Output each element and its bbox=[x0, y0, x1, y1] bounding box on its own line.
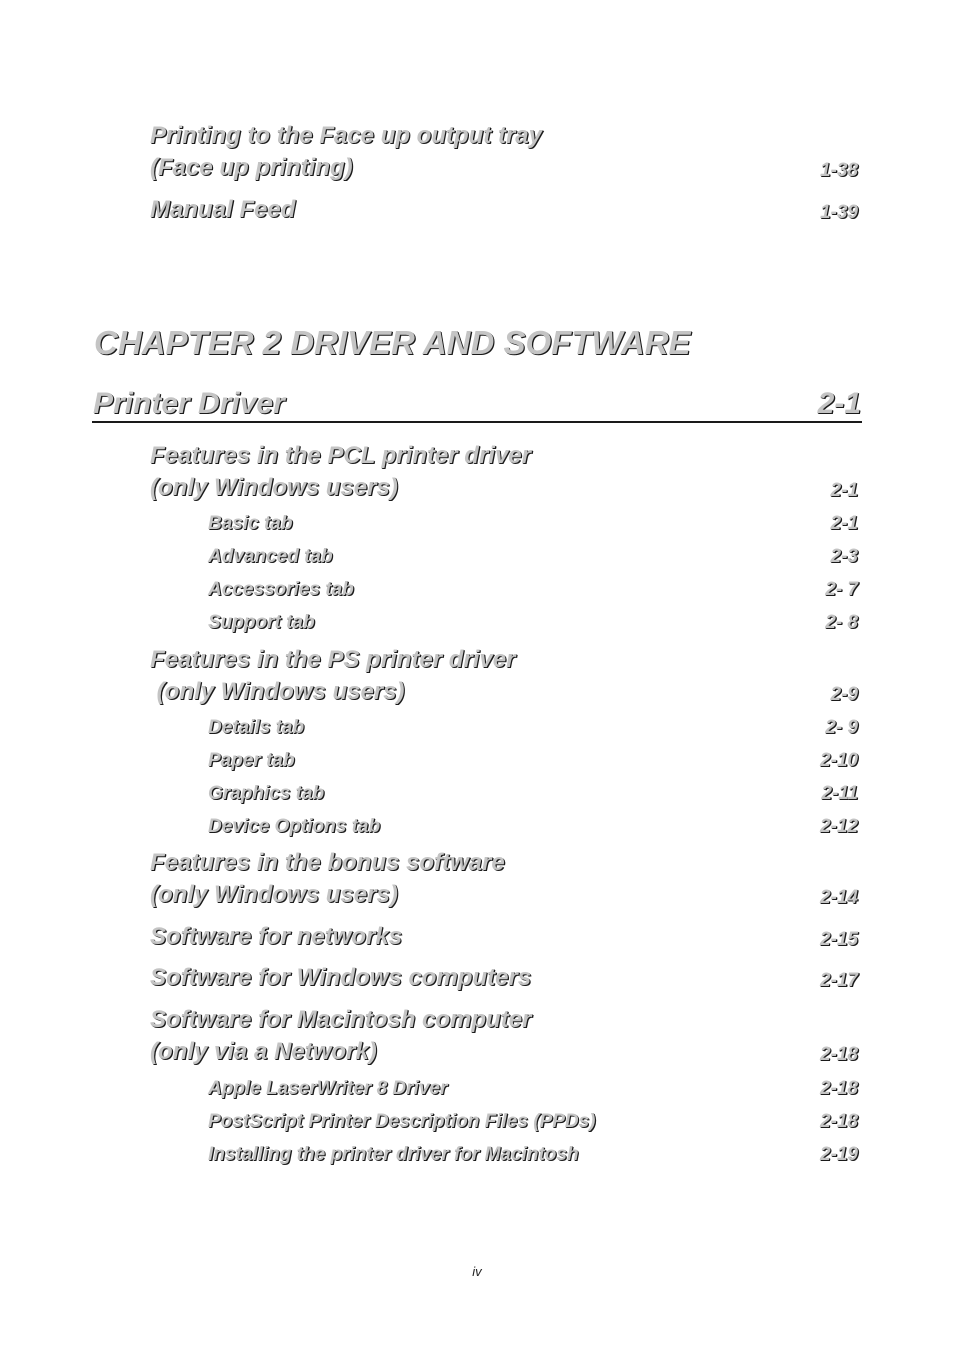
toc-subentry: Graphics tab bbox=[208, 783, 325, 804]
toc-page-number: 2-18 bbox=[819, 1044, 858, 1065]
toc-page-number: 2-14 bbox=[819, 887, 858, 908]
toc-entry: Software for networks bbox=[150, 923, 403, 950]
toc-page-number: 2-11 bbox=[821, 783, 858, 804]
toc-page-number: 2-12 bbox=[819, 816, 858, 837]
toc-page-number: 2-18 bbox=[819, 1078, 858, 1099]
toc-subentry: PostScript Printer Description Files (PPDs) bbox=[208, 1111, 596, 1132]
toc-page-number: 2-1 bbox=[830, 513, 858, 534]
section-underline bbox=[92, 421, 862, 423]
toc-entry-line1: Features in the bonus software bbox=[150, 849, 505, 876]
toc-entry-face-up-line1: Printing to the Face up output tray bbox=[150, 122, 542, 149]
toc-page-number: 2-10 bbox=[819, 750, 858, 771]
toc-page-number: 2-15 bbox=[819, 929, 858, 950]
toc-subentry: Advanced tab bbox=[208, 546, 333, 567]
toc-entry-line2: (only via a Network) bbox=[150, 1038, 377, 1065]
toc-subentry: Accessories tab bbox=[208, 579, 354, 600]
toc-page-number: 2-3 bbox=[830, 546, 858, 567]
toc-subentry: Apple LaserWriter 8 Driver bbox=[208, 1078, 448, 1099]
toc-page-number: 2-19 bbox=[819, 1144, 858, 1165]
section-title: Printer Driver bbox=[93, 387, 285, 420]
section-page-number: 2-1 bbox=[817, 387, 861, 420]
toc-entry-manual-feed: Manual Feed bbox=[150, 196, 296, 223]
toc-subentry: Paper tab bbox=[208, 750, 295, 771]
toc-page-number: 1-38 bbox=[819, 160, 858, 181]
toc-page-number: 2-9 bbox=[830, 684, 858, 705]
toc-page-number: 2-18 bbox=[819, 1111, 858, 1132]
toc-page-number: 2- 7 bbox=[825, 579, 858, 600]
toc-subentry: Support tab bbox=[208, 612, 315, 633]
toc-subentry: Details tab bbox=[208, 717, 305, 738]
toc-entry-line2: (only Windows users) bbox=[150, 881, 398, 908]
toc-page-number: 2- 9 bbox=[825, 717, 858, 738]
toc-entry-face-up-line2: (Face up printing) bbox=[150, 154, 353, 181]
toc-page-number: 2-1 bbox=[830, 480, 858, 501]
toc-subentry: Device Options tab bbox=[208, 816, 381, 837]
toc-entry-line2: (only Windows users) bbox=[150, 678, 405, 705]
toc-entry-line2: (only Windows users) bbox=[150, 474, 398, 501]
toc-entry-line1: Features in the PS printer driver bbox=[150, 646, 516, 673]
page-folio: iv bbox=[472, 1264, 482, 1279]
toc-page-number: 2-17 bbox=[819, 970, 858, 991]
toc-page-number: 1-39 bbox=[819, 202, 858, 223]
chapter-title: CHAPTER 2 DRIVER AND SOFTWARE bbox=[94, 324, 691, 361]
toc-entry-line1: Software for Macintosh computer bbox=[150, 1006, 532, 1033]
toc-page-number: 2- 8 bbox=[825, 612, 858, 633]
toc-subentry: Basic tab bbox=[208, 513, 293, 534]
toc-entry: Software for Windows computers bbox=[150, 964, 532, 991]
toc-entry-line1: Features in the PCL printer driver bbox=[150, 442, 531, 469]
toc-subentry: Installing the printer driver for Macintosh bbox=[208, 1144, 579, 1165]
